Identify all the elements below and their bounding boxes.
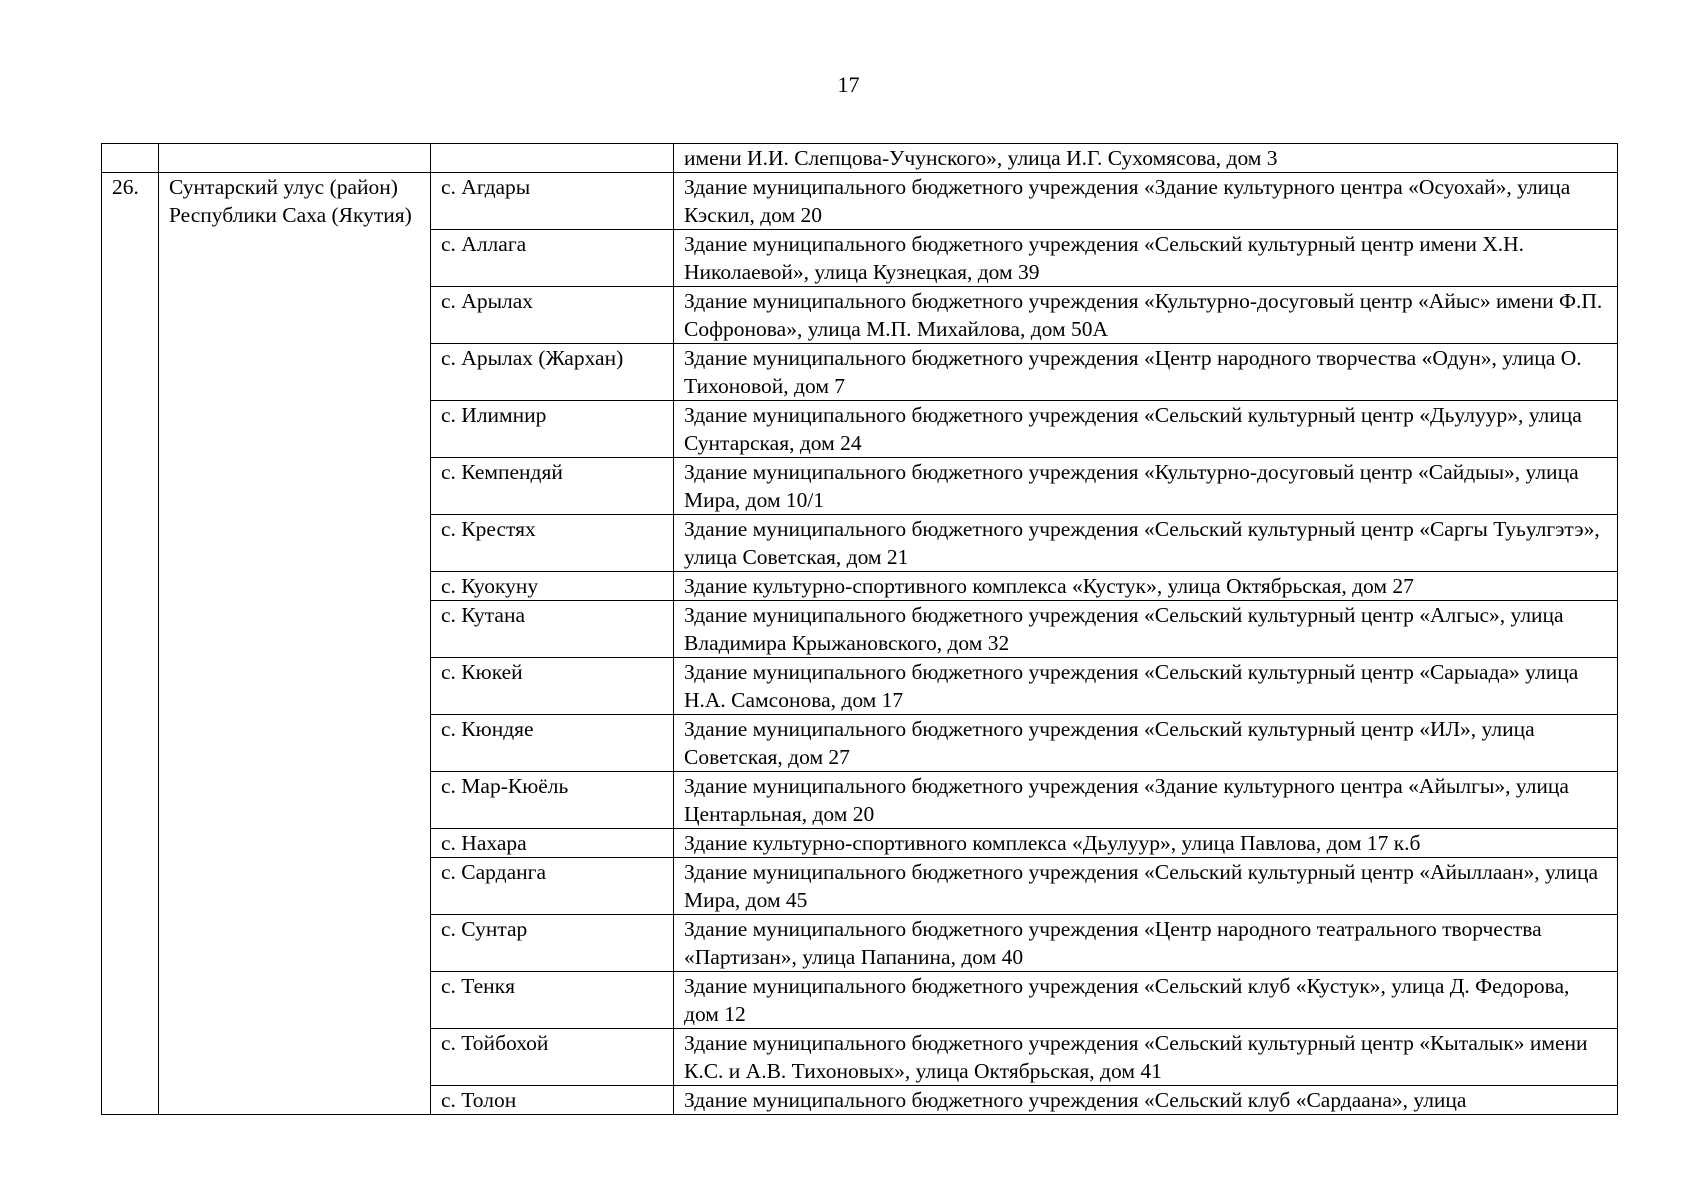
building-cell: Здание муниципального бюджетного учреждения «Сельский культурный центр «ИЛ», улица Советская, дом 27 xyxy=(674,715,1618,772)
locality-cell-empty xyxy=(431,144,674,173)
locality-cell: с. Тенкя xyxy=(431,972,674,1029)
locality-cell: с. Кутана xyxy=(431,601,674,658)
locality-cell: с. Кемпендяй xyxy=(431,458,674,515)
locality-cell: с. Куокуну xyxy=(431,572,674,601)
locality-cell: с. Агдары xyxy=(431,173,674,230)
page-number: 17 xyxy=(837,72,860,97)
building-cell: Здание муниципального бюджетного учреждения «Сельский клуб «Сардаана», улица xyxy=(674,1086,1618,1115)
locality-cell: с. Крестях xyxy=(431,515,674,572)
number-cell-empty xyxy=(102,144,159,173)
building-cell: Здание муниципального бюджетного учреждения «Сельский культурный центр «Алгыс», улица Владимира Крыжановского, дом 32 xyxy=(674,601,1618,658)
locality-cell: с. Кюндяе xyxy=(431,715,674,772)
locality-cell: с. Толон xyxy=(431,1086,674,1115)
section-number: 26. xyxy=(102,173,159,1115)
building-cell: имени И.И. Слепцова-Учунского», улица И.Г. Сухомясова, дом 3 xyxy=(674,144,1618,173)
building-cell: Здание муниципального бюджетного учреждения «Здание культурного центра «Айылгы», улица Центарльная, дом 20 xyxy=(674,772,1618,829)
building-cell: Здание муниципального бюджетного учреждения «Центр народного творчества «Одун», улица О. Тихоновой, дом 7 xyxy=(674,344,1618,401)
locality-cell: с. Нахара xyxy=(431,829,674,858)
locality-cell: с. Арылах (Жархан) xyxy=(431,344,674,401)
building-cell: Здание муниципального бюджетного учреждения «Сельский культурный центр «Дьулуур», улица Сунтарская, дом 24 xyxy=(674,401,1618,458)
locality-cell: с. Сунтар xyxy=(431,915,674,972)
locations-table xyxy=(101,143,1618,1115)
table-row-continuation xyxy=(102,144,1618,173)
locality-cell: с. Мар-Кюёль xyxy=(431,772,674,829)
building-cell: Здание муниципального бюджетного учреждения «Сельский культурный центр «Айыллаан», улица Мира, дом 45 xyxy=(674,858,1618,915)
building-cell: Здание муниципального бюджетного учреждения «Здание культурного центра «Осуохай», улица Кэскил, дом 20 xyxy=(674,173,1618,230)
building-cell: Здание муниципального бюджетного учреждения «Культурно-досуговый центр «Сайдыы», улица Мира, дом 10/1 xyxy=(674,458,1618,515)
building-cell: Здание муниципального бюджетного учреждения «Сельский культурный центр имени Х.Н. Николаевой», улица Кузнецкая, дом 39 xyxy=(674,230,1618,287)
locality-cell: с. Аллага xyxy=(431,230,674,287)
locality-cell: с. Арылах xyxy=(431,287,674,344)
locality-cell: с. Сарданга xyxy=(431,858,674,915)
building-cell: Здание муниципального бюджетного учреждения «Сельский культурный центр «Саргы Туьулгэтэ», улица Советская, дом 21 xyxy=(674,515,1618,572)
building-cell: Здание муниципального бюджетного учреждения «Сельский культурный центр «Сарыада» улица Н.А. Самсонова, дом 17 xyxy=(674,658,1618,715)
locality-cell: с. Кюкей xyxy=(431,658,674,715)
region-cell-empty xyxy=(159,144,431,173)
locality-cell: с. Илимнир xyxy=(431,401,674,458)
building-cell: Здание муниципального бюджетного учреждения «Сельский клуб «Кустук», улица Д. Федорова, дом 12 xyxy=(674,972,1618,1029)
region-name: Сунтарский улус (район) Республики Саха (Якутия) xyxy=(159,173,431,1115)
table-row xyxy=(102,173,1618,230)
locality-cell: с. Тойбохой xyxy=(431,1029,674,1086)
building-cell: Здание культурно-спортивного комплекса «Кустук», улица Октябрьская, дом 27 xyxy=(674,572,1618,601)
building-cell: Здание муниципального бюджетного учреждения «Центр народного театрального творчества «Партизан», улица Папанина, дом 40 xyxy=(674,915,1618,972)
building-cell: Здание муниципального бюджетного учреждения «Сельский культурный центр «Кыталык» имени К.С. и А.В. Тихоновых», улица Октябрьская, дом 41 xyxy=(674,1029,1618,1086)
building-cell: Здание муниципального бюджетного учреждения «Культурно-досуговый центр «Айыс» имени Ф.П. Софронова», улица М.П. Михайлова, дом 50А xyxy=(674,287,1618,344)
building-cell: Здание культурно-спортивного комплекса «Дьулуур», улица Павлова, дом 17 к.б xyxy=(674,829,1618,858)
